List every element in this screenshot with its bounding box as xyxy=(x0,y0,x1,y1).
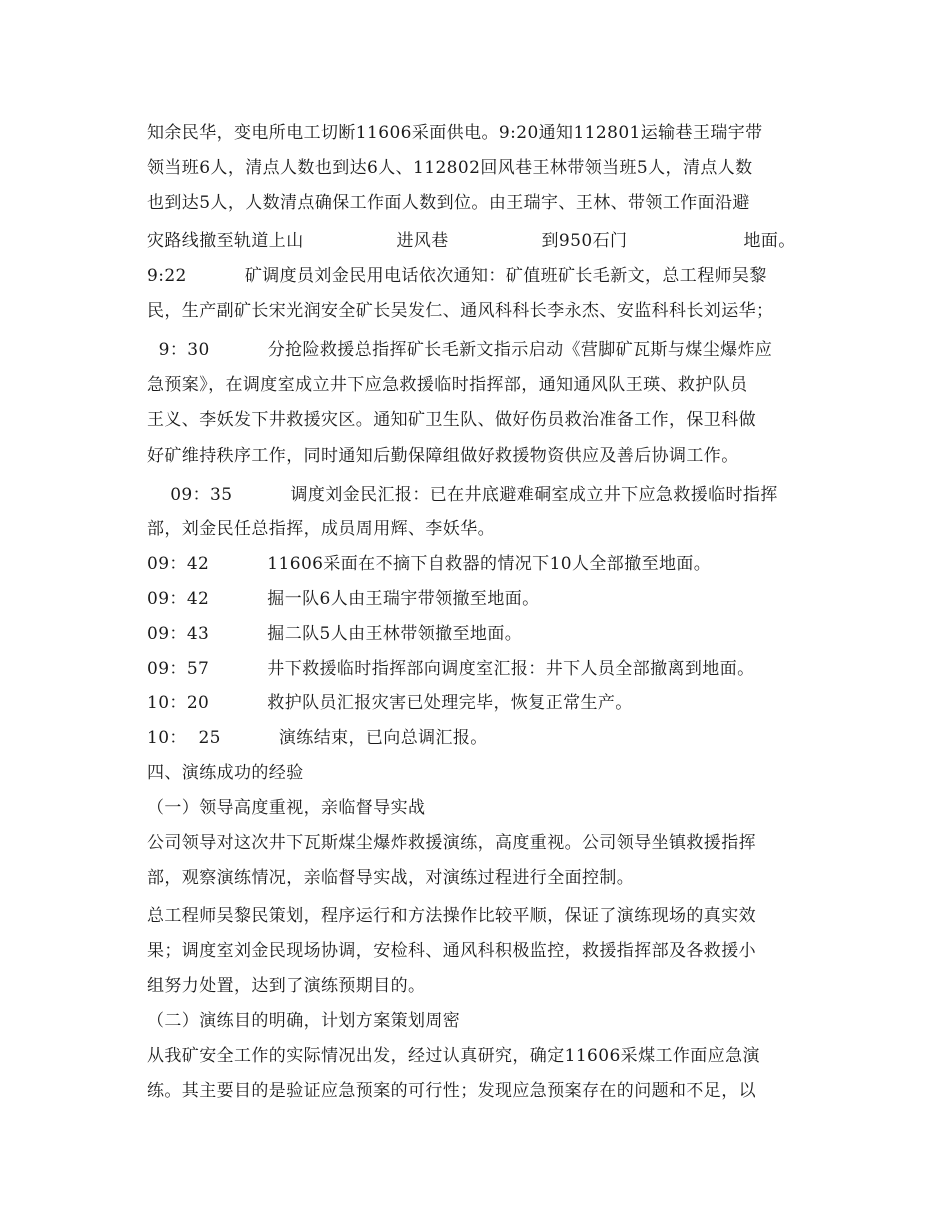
body-text-line: 公司领导对这次井下瓦斯煤尘爆炸救援演练，高度重视。公司领导坐镇救援指挥 xyxy=(147,833,756,853)
body-text-line: 果；调度室刘金民现场协调，安检科、通风科积极监控，救援指挥部及各救援小 xyxy=(147,941,756,961)
body-text-line: 好矿维持秩序工作，同时通知后勤保障组做好救援物资供应及善后协调工作。 xyxy=(147,446,739,466)
timeline-entry-line: 09：35 调度刘金民汇报：已在井底避难硐室成立井下应急救援临时指挥 xyxy=(147,485,778,505)
subsection-heading: （二）演练目的明确，计划方案策划周密 xyxy=(147,1011,461,1031)
body-text-line: 练。其主要目的是验证应急预案的可行性；发现应急预案存在的问题和不足，以 xyxy=(147,1081,756,1101)
body-text-line: 民，生产副矿长宋光润安全矿长吴发仁、通风科科长李永杰、安监科科长刘运华； xyxy=(147,301,774,321)
timeline-entry-line: 09：42 掘一队6人由王瑞宇带领撤至地面。 xyxy=(147,589,540,609)
timeline-entry-line: 10： 25 演练结束，已向总调汇报。 xyxy=(147,728,488,748)
body-text-line: 总工程师吴黎民策划，程序运行和方法操作比较平顺，保证了演练现场的真实效 xyxy=(147,906,756,926)
timeline-entry-line: 9:22 矿调度员刘金民用电话依次通知：矿值班矿长毛新文，总工程师吴黎 xyxy=(147,266,767,286)
body-text-line: 知余民华，变电所电工切断11606采面供电。9:20通知112801运输巷王瑞宇带 xyxy=(147,123,763,143)
body-text-line: 王义、李妖发下井救援灾区。通知矿卫生队、做好伤员救治准备工作，保卫科做 xyxy=(147,410,756,430)
subsection-heading: （一）领导高度重视，亲临督导实战 xyxy=(147,798,426,818)
timeline-entry-line: 10：20 救护队员汇报灾害已处理完毕，恢复正常生产。 xyxy=(147,693,633,713)
body-text-line: 部，观察演练情况，亲临督导实战，对演练过程进行全面控制。 xyxy=(147,868,635,888)
timeline-entry-line: 09：43 掘二队5人由王林带领撤至地面。 xyxy=(147,624,523,644)
body-text-line: 领当班6人，清点人数也到达6人、112802回风巷王林带领当班5人，清点人数 xyxy=(147,158,753,178)
body-text-line: 从我矿安全工作的实际情况出发，经过认真研究，确定11606采煤工作面应急演 xyxy=(147,1046,760,1066)
body-text-line: 也到达5人，人数清点确保工作面人数到位。由王瑞宇、王林、带领工作面沿避 xyxy=(147,193,750,213)
timeline-entry-line: 9：30 分抢险救援总指挥矿长毛新文指示启动《营脚矿瓦斯与煤尘爆炸应 xyxy=(147,340,773,360)
timeline-entry-line: 09：42 11606采面在不摘下自救器的情况下10人全部撤至地面。 xyxy=(147,554,712,574)
body-text-line: 灾路线撤至轨道上山 进风巷 到950石门 地面。 xyxy=(147,231,796,251)
timeline-entry-line: 09：57 井下救援临时指挥部向调度室汇报：井下人员全部撤离到地面。 xyxy=(147,659,755,679)
body-text-line: 部，刘金民任总指挥，成员周用辉、李妖华。 xyxy=(147,519,495,539)
body-text-line: 急预案》，在调度室成立井下应急救援临时指挥部，通知通风队王瑛、救护队员 xyxy=(147,375,748,395)
section-heading: 四、演练成功的经验 xyxy=(147,763,304,783)
body-text-line: 组努力处置，达到了演练预期目的。 xyxy=(147,976,426,996)
